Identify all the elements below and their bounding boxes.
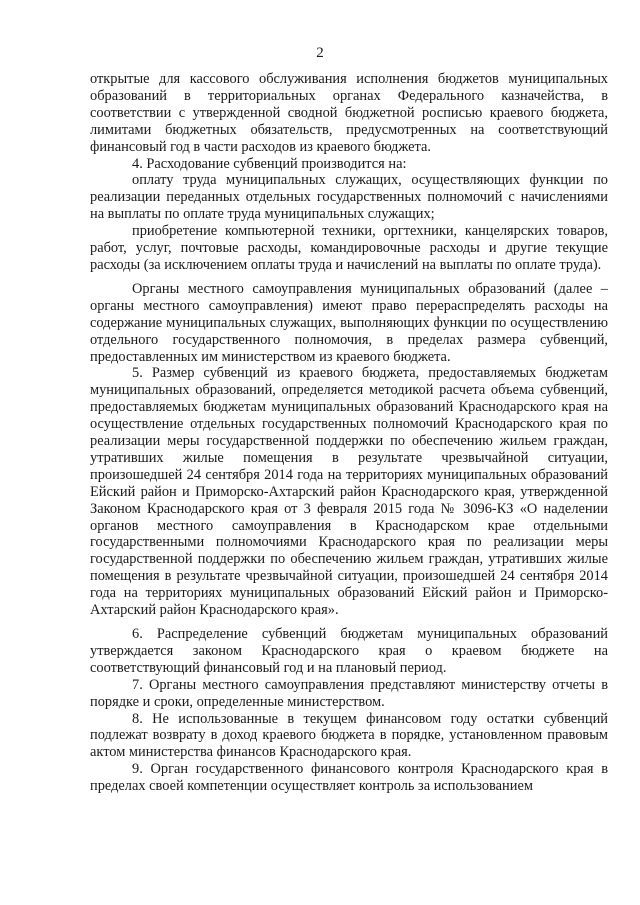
paragraph-item-5: 5. Размер субвенций из краевого бюджета, предоставляемых бюджетам муниципальных образований, определяется методикой расчета объема субвенций, предоставляемых бюджетам муниципальных образований Краснодарского края на осуществление отдельных государственных полномочий Краснодарского края по реализации меры государственной поддержки по обеспечению жильем граждан, утративших жилые помещения в результате чрезвычайной ситуации, произошедшей 24 сентября 2014 года на территориях муниципальных образований Ейский район и Приморско-Ахтарский район Краснодарского края, утвержденной Законом Краснодарского края от 3 февраля 2015 года № 3096-КЗ «О наделении органов местного самоуправления в Краснодарском крае отдельными государственными полномочиями Краснодарского края по реализации меры государственной поддержки по обеспечению жильем граждан, утративших жилые помещения в результате чрезвычайной ситуации, произошедшей 24 сентября 2014 года на территориях муниципальных образований Ейский район и Приморско-Ахтарский район Краснодарского края». <box>90 365 608 619</box>
paragraph-item-7: 7. Органы местного самоуправления представляют министерству отчеты в порядке и сроки, определенные министерством. <box>90 676 608 710</box>
document-body <box>90 71 608 795</box>
page-number: 2 <box>316 45 324 61</box>
paragraph-item-4: 4. Расходование субвенций производится на: <box>132 155 407 172</box>
paragraph-item-9: 9. Орган государственного финансового контроля Краснодарского края в пределах своей компетенции осуществляет контроль за использованием <box>90 761 608 795</box>
paragraph-salary-expenses: оплату труда муниципальных служащих, осуществляющих функции по реализации переданных отдельных государственных полномочий с начислениями на выплаты по оплате труда муниципальных служащих; <box>90 172 608 223</box>
paragraph-continuation: открытые для кассового обслуживания исполнения бюджетов муниципальных образований в территориальных органах Федерального казначейства, в соответствии с утвержденной сводной бюджетной росписью краевого бюджета, лимитами бюджетных обязательств, предусмотренных на соответствующий финансовый год в части расходов из краевого бюджета. <box>90 71 608 155</box>
paragraph-equipment-expenses: приобретение компьютерной техники, оргтехники, канцелярских товаров, работ, услуг, почтовые расходы, командировочные расходы и другие текущие расходы (за исключением оплаты труда и начислений на выплаты по оплате труда). <box>90 223 608 273</box>
paragraph-item-6: 6. Распределение субвенций бюджетам муниципальных образований утверждается законом Краснодарского края о краевом бюджете на соответствующий финансовый год и на плановый период. <box>90 626 608 676</box>
paragraph-redistribution: Органы местного самоуправления муниципальных образований (далее – органы местного самоуправления) имеют право перераспределять расходы на содержание муниципальных служащих, выполняющих функции по осуществлению отдельного государственного полномочия, в пределах размера субвенций, предоставленных им министерством из краевого бюджета. <box>90 280 608 365</box>
paragraph-item-8: 8. Не использованные в текущем финансовом году остатки субвенций подлежат возврату в доход краевого бюджета в порядке, установленном правовым актом министерства финансов Краснодарского края. <box>90 710 608 761</box>
